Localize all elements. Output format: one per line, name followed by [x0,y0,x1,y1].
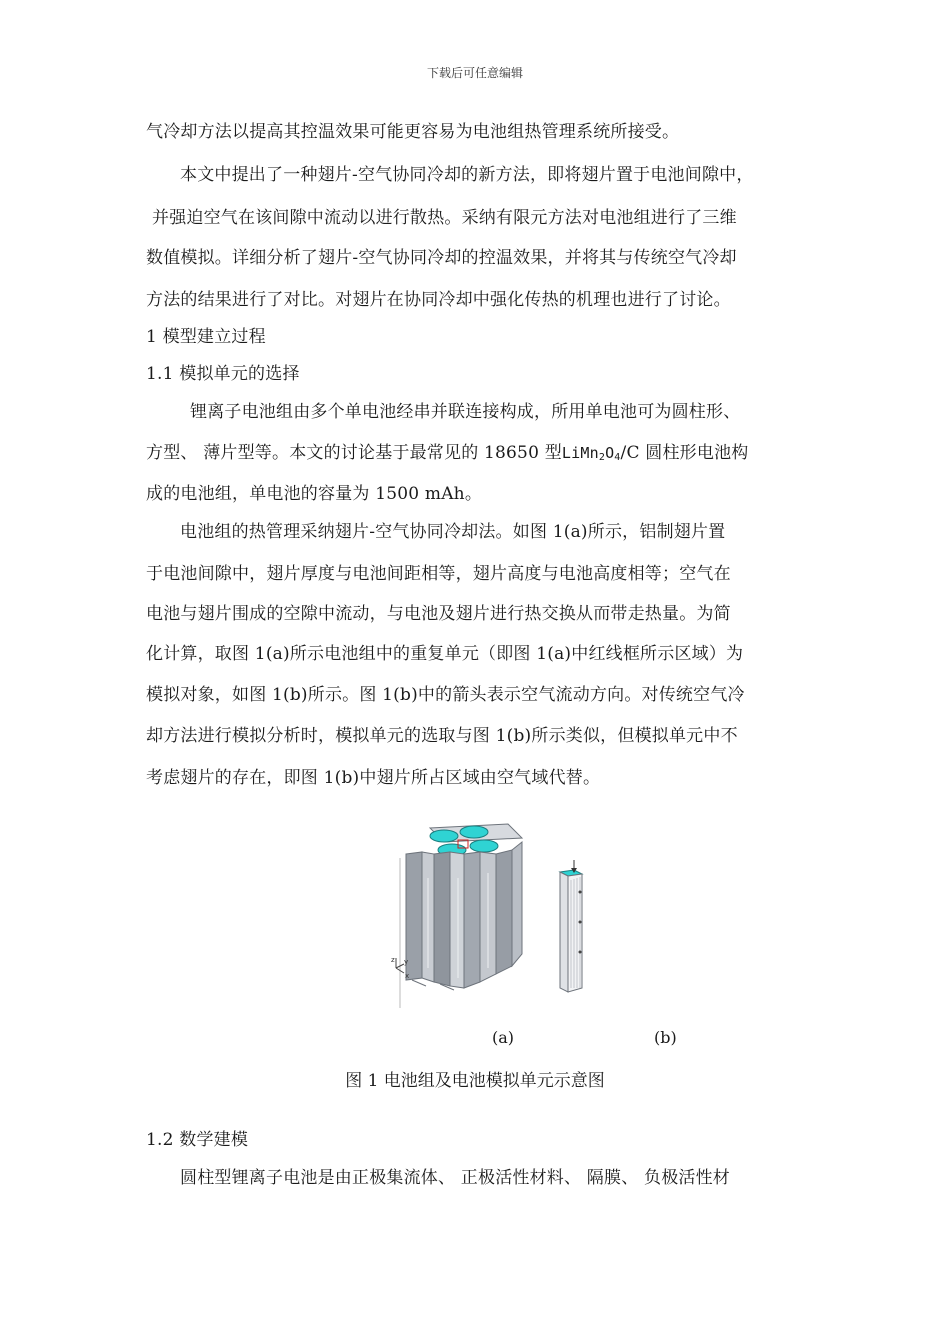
line-text: 方型、 薄片型等。本文的讨论基于最常见的 18650 型 [146,443,562,463]
battery-pack-illustration [388,818,618,1013]
cell-top [430,830,458,842]
paragraph-line: 化计算，取图 1(a)所示电池组中的重复单元（即图 1(a)中红线框所示区域）为 [146,644,744,664]
paragraph-line: 数值模拟。详细分析了翅片-空气协同冷却的控温效果，并将其与传统空气冷却 [146,248,737,268]
paragraph-line: 却方法进行模拟分析时，模拟单元的选取与图 1(b)所示类似，但模拟单元中不 [146,726,738,746]
paragraph-line: 圆柱型锂离子电池是由正极集流体、 正极活性材料、 隔膜、 负极活性材 [180,1168,731,1188]
paragraph-line: 模拟对象，如图 1(b)所示。图 1(b)中的箭头表示空气流动方向。对传统空气冷 [146,685,745,705]
paragraph-line: 考虑翅片的存在，即图 1(b)中翅片所占区域由空气域代替。 [146,768,601,788]
cell-top [470,840,498,852]
paragraph-line: 本文中提出了一种翅片-空气协同冷却的新方法，即将翅片置于电池间隙中， [180,165,754,185]
chem-formula: $LiMn_2O_4$ [561,444,621,463]
subsection-heading: 1.2 数学建模 [146,1130,249,1150]
paragraph-line: 锂离子电池组由多个单电池经串并联连接构成，所用单电池可为圆柱形、 [190,402,741,422]
paragraph-line: 电池组的热管理采纳翅片-空气协同冷却法。如图 1(a)所示，铝制翅片置 [180,522,726,542]
axis-y-label: y [404,958,409,966]
axis-x-label: x [405,972,410,980]
line-text: /C 圆柱形电池构 [620,443,749,463]
paragraph-line: 并强迫空气在该间隙中流动以进行散热。采纳有限元方法对电池组进行了三维 [152,208,737,228]
paragraph-line [146,441,748,465]
paragraph-line: 气冷却方法以提高其控温效果可能更容易为电池组热管理系统所接受。 [146,122,680,142]
figure-label-a: (a) [492,1028,515,1047]
section-heading: 1 模型建立过程 [146,327,266,347]
paragraph-line: 于电池间隙中，翅片厚度与电池间距相等，翅片高度与电池高度相等；空气在 [146,564,731,584]
figure-caption: 图 1 电池组及电池模拟单元示意图 [345,1071,605,1091]
subsection-heading: 1.1 模拟单元的选择 [146,364,300,384]
battery-pack-figure [388,818,618,1013]
axis-z-label: z [391,956,395,964]
paragraph-line: 方法的结果进行了对比。对翅片在协同冷却中强化传热的机理也进行了讨论。 [146,290,731,310]
figure-label-b: (b) [654,1028,677,1047]
unit-cell-b [560,860,582,992]
paragraph-line: 成的电池组，单电池的容量为 1500 mAh。 [146,484,483,504]
cell-top [460,826,488,838]
page-header: 下载后可任意编辑 [426,66,523,80]
paragraph-line: 电池与翅片围成的空隙中流动，与电池及翅片进行热交换从而带走热量。为简 [146,604,731,624]
